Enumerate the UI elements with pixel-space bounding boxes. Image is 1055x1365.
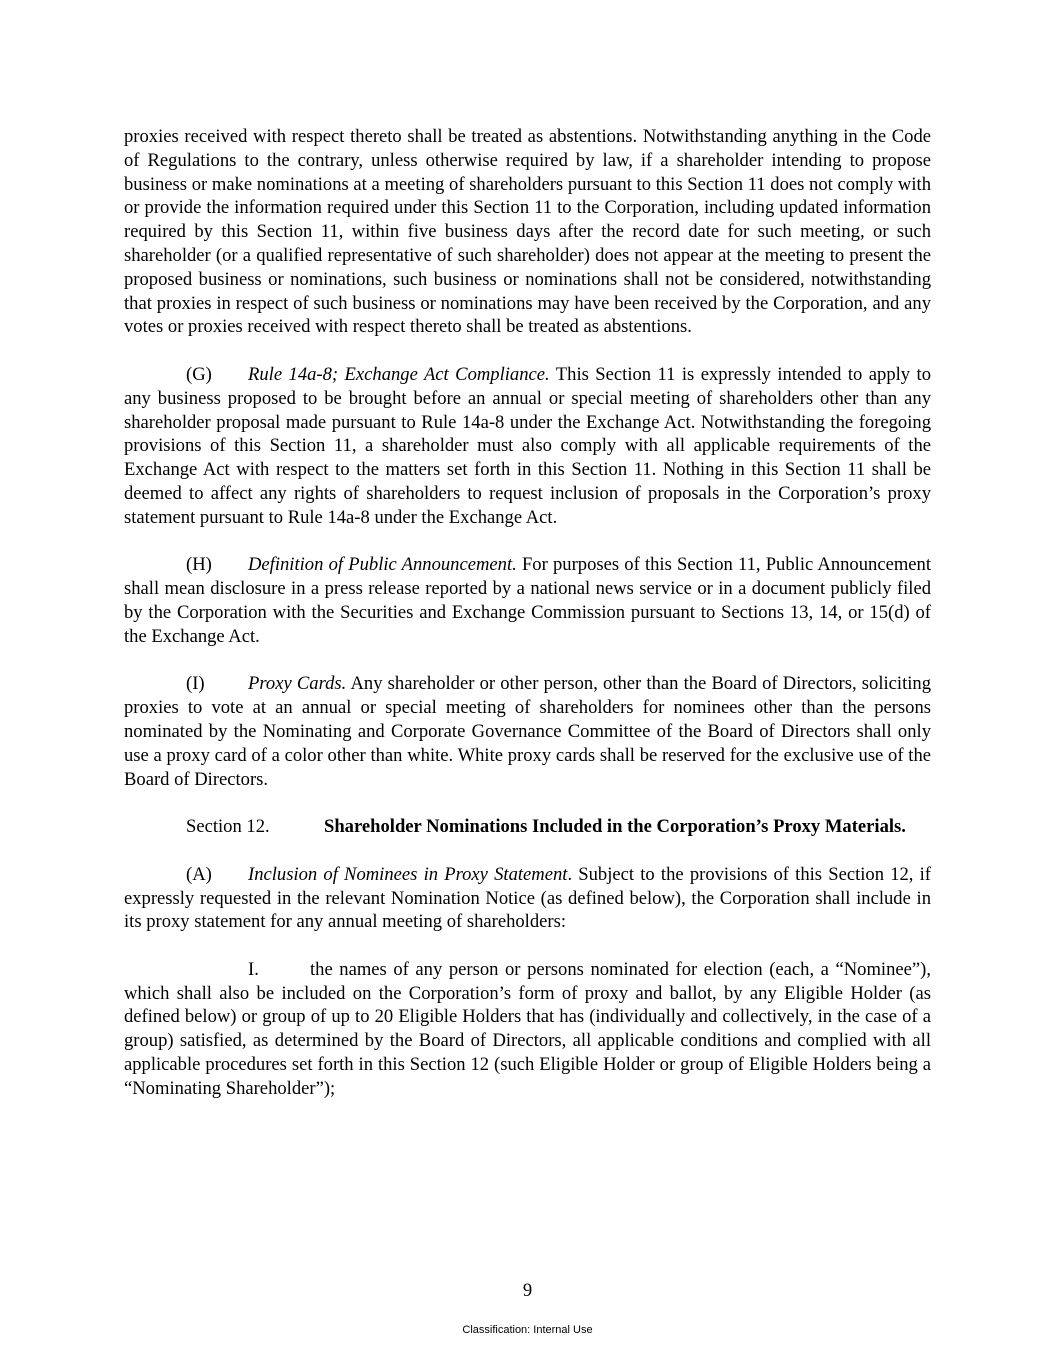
paragraph-h-title: Definition of Public Announcement. — [248, 554, 517, 576]
paragraph-g-body: This Section 11 is expressly intended to apply to any business proposed to be brought before an annual or special meeting of shareholders other than any shareholder proposal made pursuant to Rule 14a-8 under the Exchange Act. Notwithstanding the foregoing provisions of this Section 11, a shareholder must also comply with all applicable requirements of the Exchange Act with respect to the matters set forth in this Section 11. Nothing in this Section 11 shall be deemed to affect any rights of shareholders to request inclusion of proposals in the Corporation’s proxy statement pursuant to Rule 14a-8 under the Exchange Act. — [124, 363, 931, 528]
section-12-title: Shareholder Nominations Included in the Corporation’s Proxy Materials. — [324, 816, 906, 838]
classification-label: Classification: Internal Use — [462, 1324, 593, 1336]
paragraph-h — [124, 553, 931, 648]
paragraph-h-label: (H) — [186, 554, 212, 576]
paragraph-h-body: For purposes of this Section 11, Public Announcement shall mean disclosure in a press release reported by a national news service or in a document publicly filed by the Corporation with the Securities and Exchange Commission pursuant to Sections 13, 14, or 15(d) of the Exchange Act. — [124, 554, 931, 647]
paragraph-i-title: Proxy Cards. — [248, 673, 347, 695]
paragraph-i — [124, 672, 931, 791]
document-body — [124, 125, 931, 1124]
paragraph-a — [124, 863, 931, 934]
paragraph-g — [124, 363, 931, 530]
paragraph-i-label: (I) — [186, 673, 205, 695]
item-i-label: I. — [248, 958, 259, 980]
paragraph-a-body: . Subject to the provisions of this Section 12, if expressly requested in the relevant Nomination Notice (as defined below), the Corporation shall include in its proxy statement for any annual meeting of shareholders: — [124, 863, 931, 933]
section-12-label: Section 12. — [186, 816, 270, 838]
section-12-heading — [124, 815, 931, 839]
paragraph-a-title: Inclusion of Nominees in Proxy Statement — [248, 863, 568, 885]
paragraph-continuation: proxies received with respect thereto shall be treated as abstentions. Notwithstanding anything in the Code of Regulations to the contrary, unless otherwise required by law, if a shareholder intending to propose business or make nominations at a meeting of shareholders pursuant to this Section 11 does not comply with or provide the information required under this Section 11 to the Corporation, including updated information required by this Section 11, within five business days after the record date for such meeting, or such shareholder (or a qualified representative of such shareholder) does not appear at the meeting to present the proposed business or nominations, such business or nominations shall not be considered, notwithstanding that proxies in respect of such business or nominations may have been received by the Corporation, and any votes or proxies received with respect thereto shall be treated as abstentions. — [124, 126, 931, 338]
paragraph-a-label: (A) — [186, 863, 212, 885]
item-i — [124, 958, 931, 1101]
item-i-body: the names of any person or persons nominated for election (each, a “Nominee”), which shall also be included on the Corporation’s form of proxy and ballot, by any Eligible Holder (as defined below) or group of up to 20 Eligible Holders that has (individually and collectively, in the case of a group) satisfied, as determined by the Board of Directors, all applicable conditions and complied with all applicable procedures set forth in this Section 12 (such Eligible Holder or group of Eligible Holders being a “Nominating Shareholder”); — [124, 958, 931, 1099]
page-number: 9 — [522, 1280, 533, 1301]
paragraph-g-label: (G) — [186, 363, 212, 385]
paragraph-i-body: Any shareholder or other person, other than the Board of Directors, soliciting proxies to vote at an annual or special meeting of shareholders for nominees other than the persons nominated by the Nominating and Corporate Governance Committee of the Board of Directors shall only use a proxy card of a color other than white. White proxy cards shall be reserved for the exclusive use of the Board of Directors. — [124, 673, 931, 790]
paragraph-g-title: Rule 14a-8; Exchange Act Compliance. — [248, 363, 550, 385]
